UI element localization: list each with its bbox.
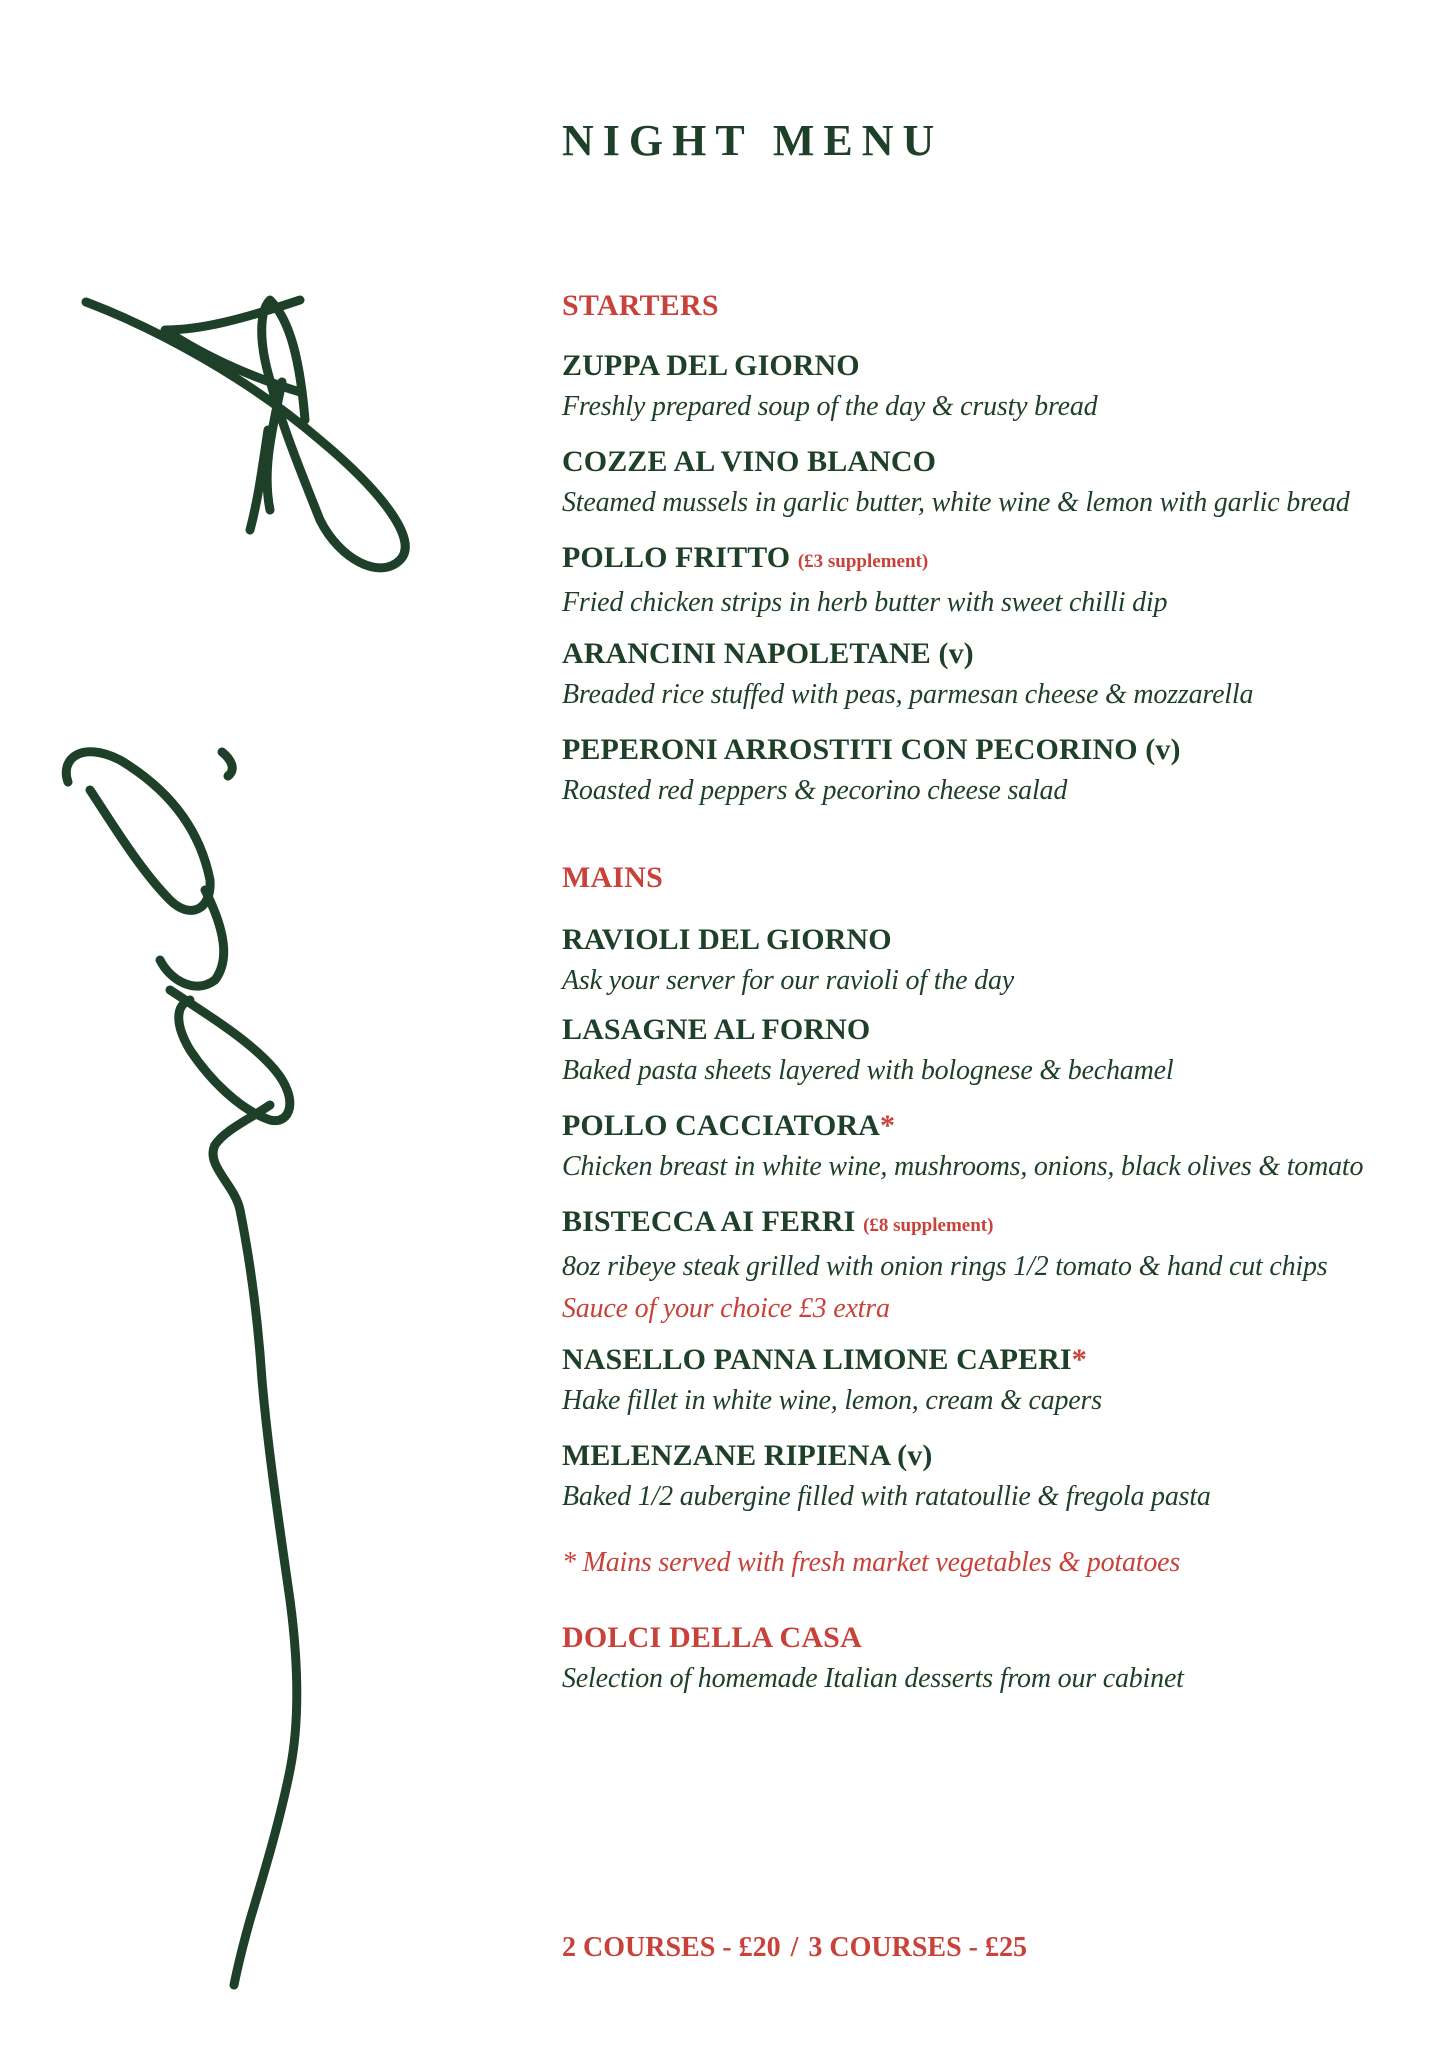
item-description: Hake fillet in white wine, lemon, cream & capers [562, 1385, 1102, 1416]
mains-footnote: * Mains served with fresh market vegetables & potatoes [562, 1547, 1181, 1578]
menu-item [562, 1436, 1442, 1518]
item-name: NASELLO PANNA LIMONE CAPERI [562, 1343, 1072, 1376]
item-name-row [562, 1340, 1442, 1380]
menu-content [562, 0, 1442, 2048]
item-name: LASAGNE AL FORNO [562, 1013, 871, 1046]
asterisk-mark: * [880, 1109, 896, 1142]
menu-item [562, 442, 1442, 524]
item-description: Baked 1/2 aubergine filled with ratatoullie & fregola pasta [562, 1481, 1211, 1512]
item-name: MELENZANE RIPIENA (v) [562, 1439, 933, 1472]
item-description: Fried chicken strips in herb butter with sweet chilli dip [562, 587, 1168, 618]
item-description: Baked pasta sheets layered with bolognese & bechamel [562, 1055, 1174, 1086]
item-name-row [562, 1106, 1442, 1146]
supplement-note: (£8 supplement) [863, 1215, 994, 1236]
logo-stroke-tail [213, 1105, 297, 1985]
menu-item [562, 1106, 1442, 1188]
item-description: Roasted red peppers & pecorino cheese salad [562, 775, 1068, 806]
three-courses-price: 3 COURSES - £25 [808, 1932, 1027, 1963]
item-name: ZUPPA DEL GIORNO [562, 349, 860, 382]
menu-item [562, 346, 1442, 428]
logo-stroke-g [66, 752, 210, 911]
item-description: Steamed mussels in garlic butter, white wine & lemon with garlic bread [562, 487, 1350, 518]
two-courses-price: 2 COURSES - £20 [562, 1932, 781, 1963]
starters-heading: STARTERS [562, 289, 719, 322]
asterisk-mark: * [1071, 1343, 1087, 1376]
logo-stroke-a-diagonal [86, 300, 405, 568]
menu-item [562, 634, 1442, 716]
item-description: 8oz ribeye steak grilled with onion rings 1/2 tomato & hand cut chips [562, 1251, 1328, 1282]
item-description: Breaded rice stuffed with peas, parmesan cheese & mozzarella [562, 679, 1254, 710]
supplement-note: (£3 supplement) [797, 551, 929, 572]
item-name: POLLO FRITTO [562, 541, 791, 574]
course-pricing [562, 1928, 1027, 1968]
item-name: PEPERONI ARROSTITI CON PECORINO (v) [562, 733, 1181, 766]
item-name: ARANCINI NAPOLETANE (v) [562, 637, 974, 670]
menu-item [562, 730, 1442, 812]
menu-item [562, 1340, 1442, 1422]
menu-item [562, 538, 1442, 624]
mains-section [562, 858, 1442, 898]
mains-heading: MAINS [562, 861, 664, 894]
item-name: COZZE AL VINO BLANCO [562, 445, 937, 478]
item-name-row [562, 1202, 1442, 1246]
item-name: RAVIOLI DEL GIORNO [562, 923, 892, 956]
item-description: Freshly prepared soup of the day & crusty bread [562, 391, 1098, 422]
menu-item [562, 1202, 1442, 1330]
item-description: Ask your server for our ravioli of the day [562, 965, 1014, 996]
starters-section [562, 286, 1442, 326]
item-name-row [562, 538, 1442, 582]
menu-item [562, 1010, 1442, 1092]
logo-stroke-dot [222, 752, 232, 776]
item-description: Selection of homemade Italian desserts from our cabinet [562, 1663, 1184, 1694]
item-description: Chicken breast in white wine, mushrooms, onions, black olives & tomato [562, 1151, 1364, 1182]
page-title: NIGHT MENU [562, 116, 944, 165]
dolci-heading: DOLCI DELLA CASA [562, 1621, 862, 1654]
item-name: POLLO CACCIATORA [562, 1109, 881, 1142]
item-name: BISTECCA AI FERRI [562, 1205, 856, 1238]
dolci-section [562, 1618, 1442, 1700]
item-extra-note: Sauce of your choice £3 extra [562, 1293, 890, 1324]
script-logo-icon [0, 0, 420, 2048]
pricing-separator: / [790, 1932, 799, 1963]
menu-item [562, 920, 1442, 1002]
